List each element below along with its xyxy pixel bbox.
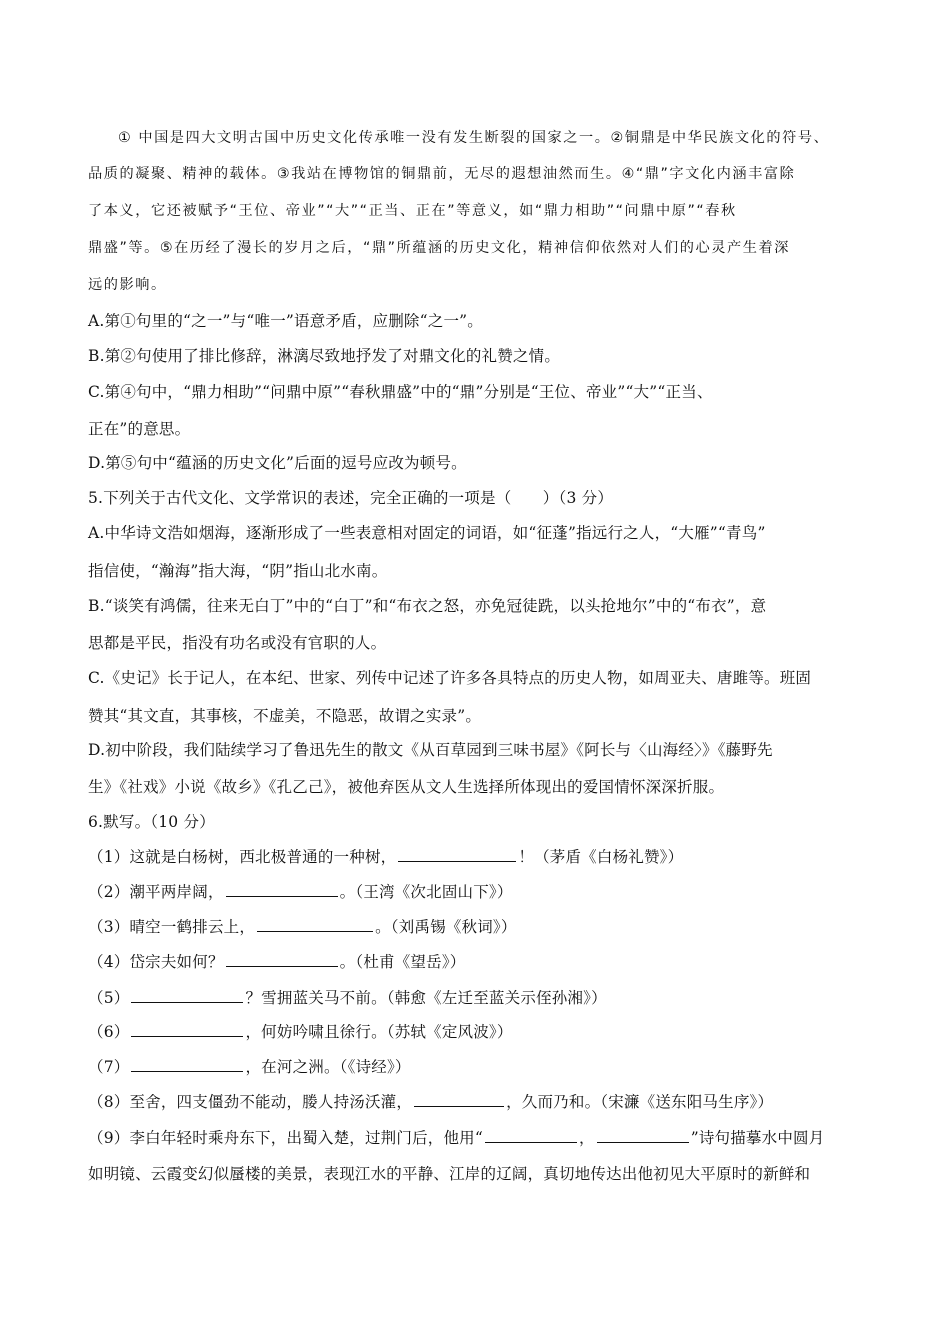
q6-item-6 <box>88 1021 513 1042</box>
answer-blank[interactable] <box>131 1056 243 1072</box>
q6-item-7-prefix: （7） <box>88 1058 130 1076</box>
q6-item-2-prefix: （2）潮平两岸阔， <box>88 883 224 901</box>
q6-item-1-prefix: （1）这就是白杨树，西北极普通的一种树， <box>88 848 397 866</box>
q6-item-5-suffix: ？雪拥蓝关马不前。（韩愈《左迁至蓝关示侄孙湘》） <box>245 989 607 1007</box>
q6-item-3 <box>88 916 517 937</box>
q6-item-8 <box>88 1091 773 1112</box>
q6-item-9-suffix: ”诗句描摹水中圆月 <box>690 1129 825 1147</box>
answer-blank[interactable] <box>414 1091 504 1107</box>
answer-blank[interactable] <box>257 916 373 932</box>
q6-item-5-prefix: （5） <box>88 989 130 1007</box>
q6-item-2 <box>88 881 513 902</box>
q6-stem: 6.默写。（10 分） <box>88 813 215 831</box>
q4-option-a: A.第①句里的“之一”与“唯一”语意矛盾，应删除“之一”。 <box>88 312 483 330</box>
q5-stem: 5.下列关于古代文化、文学常识的表述，完全正确的一项是（ ）（3 分） <box>88 489 614 507</box>
answer-blank[interactable] <box>485 1127 577 1143</box>
q6-item-2-suffix: 。（王湾《次北固山下》） <box>339 883 513 901</box>
q6-item-1 <box>88 846 683 867</box>
q4-option-c-line-2: 正在”的意思。 <box>88 420 191 438</box>
q6-item-7 <box>88 1056 411 1077</box>
answer-blank[interactable] <box>226 881 338 897</box>
answer-blank[interactable] <box>226 951 338 967</box>
q5-option-d-line-2: 生》《社戏》小说《故乡》《孔乙己》，被他弃医从文人生选择所体现出的爱国情怀深深折服。 <box>88 778 725 796</box>
answer-blank[interactable] <box>131 987 243 1003</box>
q6-item-9-line-1 <box>88 1127 824 1148</box>
q4-option-d: D.第⑤句中“蕴涵的历史文化”后面的逗号应改为顿号。 <box>88 454 467 472</box>
q5-option-a-line-2: 指信使，“瀚海”指大海，“阴”指山北水南。 <box>88 562 388 580</box>
q6-item-9-separator: ， <box>579 1129 595 1147</box>
q6-item-8-suffix: ，久而乃和。（宋濂《送东阳马生序》） <box>506 1093 774 1111</box>
q6-item-4-prefix: （4）岱宗夫如何？ <box>88 953 224 971</box>
q6-item-6-prefix: （6） <box>88 1023 130 1041</box>
answer-blank[interactable] <box>398 846 516 862</box>
q5-option-d-line-1: D.初中阶段，我们陆续学习了鲁迅先生的散文《从百草园到三味书屋》《阿长与〈山海经〉》《藤野先 <box>88 741 773 759</box>
q6-item-3-prefix: （3）晴空一鹤排云上， <box>88 918 256 936</box>
q5-option-c-line-1: C.《史记》长于记人，在本纪、世家、列传中记述了许多各具特点的历史人物，如周亚夫、唐雎等。班固 <box>88 669 812 687</box>
q6-item-4 <box>88 951 465 972</box>
q6-item-5 <box>88 987 607 1008</box>
q6-item-9-line-2: 如明镜、云霞变幻似蜃楼的美景，表现江水的平静、江岸的辽阔，真切地传达出他初见大平原时的新鲜和 <box>88 1165 811 1183</box>
q6-item-8-prefix: （8）至舍，四支僵劲不能动，媵人持汤沃灌， <box>88 1093 413 1111</box>
q6-item-6-suffix: ，何妨吟啸且徐行。（苏轼《定风波》） <box>245 1023 513 1041</box>
q6-item-3-suffix: 。（刘禹锡《秋词》） <box>375 918 517 936</box>
q6-item-4-suffix: 。（杜甫《望岳》） <box>339 953 466 971</box>
q4-option-c-line-1: C.第④句中，“鼎力相助”“问鼎中原”“春秋鼎盛”中的“鼎”分别是“王位、帝业”“大”“正当、 <box>88 383 713 401</box>
q6-item-7-suffix: ，在河之洲。（《诗经》） <box>245 1058 411 1076</box>
passage-line-5: 远的影响。 <box>88 277 167 293</box>
q6-item-9-prefix: （9）李白年轻时乘舟东下，出蜀入楚，过荆门后，他用“ <box>88 1129 483 1147</box>
q5-option-c-line-2: 赞其“其文直，其事核，不虚美，不隐恶，故谓之实录”。 <box>88 707 482 725</box>
q4-option-b: B.第②句使用了排比修辞，淋漓尽致地抒发了对鼎文化的礼赞之情。 <box>88 347 561 365</box>
q5-option-b-line-1: B.“谈笑有鸿儒，往来无白丁”中的“白丁”和“布衣之怒，亦免冠徒跣，以头抢地尔”中的“布衣”，意 <box>88 597 767 615</box>
answer-blank[interactable] <box>131 1021 243 1037</box>
passage-line-3: 了本义，它还被赋予“王位、帝业”“大”“正当、正在”等意义，如“鼎力相助”“问鼎中原”“春秋 <box>88 203 737 219</box>
q5-option-b-line-2: 思都是平民，指没有功名或没有官职的人。 <box>88 634 387 652</box>
q6-item-1-suffix: ！（茅盾《白杨礼赞》） <box>518 848 684 866</box>
answer-blank[interactable] <box>597 1127 689 1143</box>
passage-line-4: 鼎盛”等。⑤在历经了漫长的岁月之后，“鼎”所蕴涵的历史文化，精神信仰依然对人们的心灵产生着深 <box>88 240 790 256</box>
passage-line-1: ① 中国是四大文明古国中历史文化传承唯一没有发生断裂的国家之一。②铜鼎是中华民族文化的符号、 <box>118 130 830 146</box>
passage-line-2: 品质的凝聚、精神的载体。③我站在博物馆的铜鼎前，无尽的遐想油然而生。④“鼎”字文化内涵丰富除 <box>88 166 796 182</box>
q5-option-a-line-1: A.中华诗文浩如烟海，逐渐形成了一些表意相对固定的词语，如“征蓬”指远行之人，“大雁”“青鸟” <box>88 524 766 542</box>
